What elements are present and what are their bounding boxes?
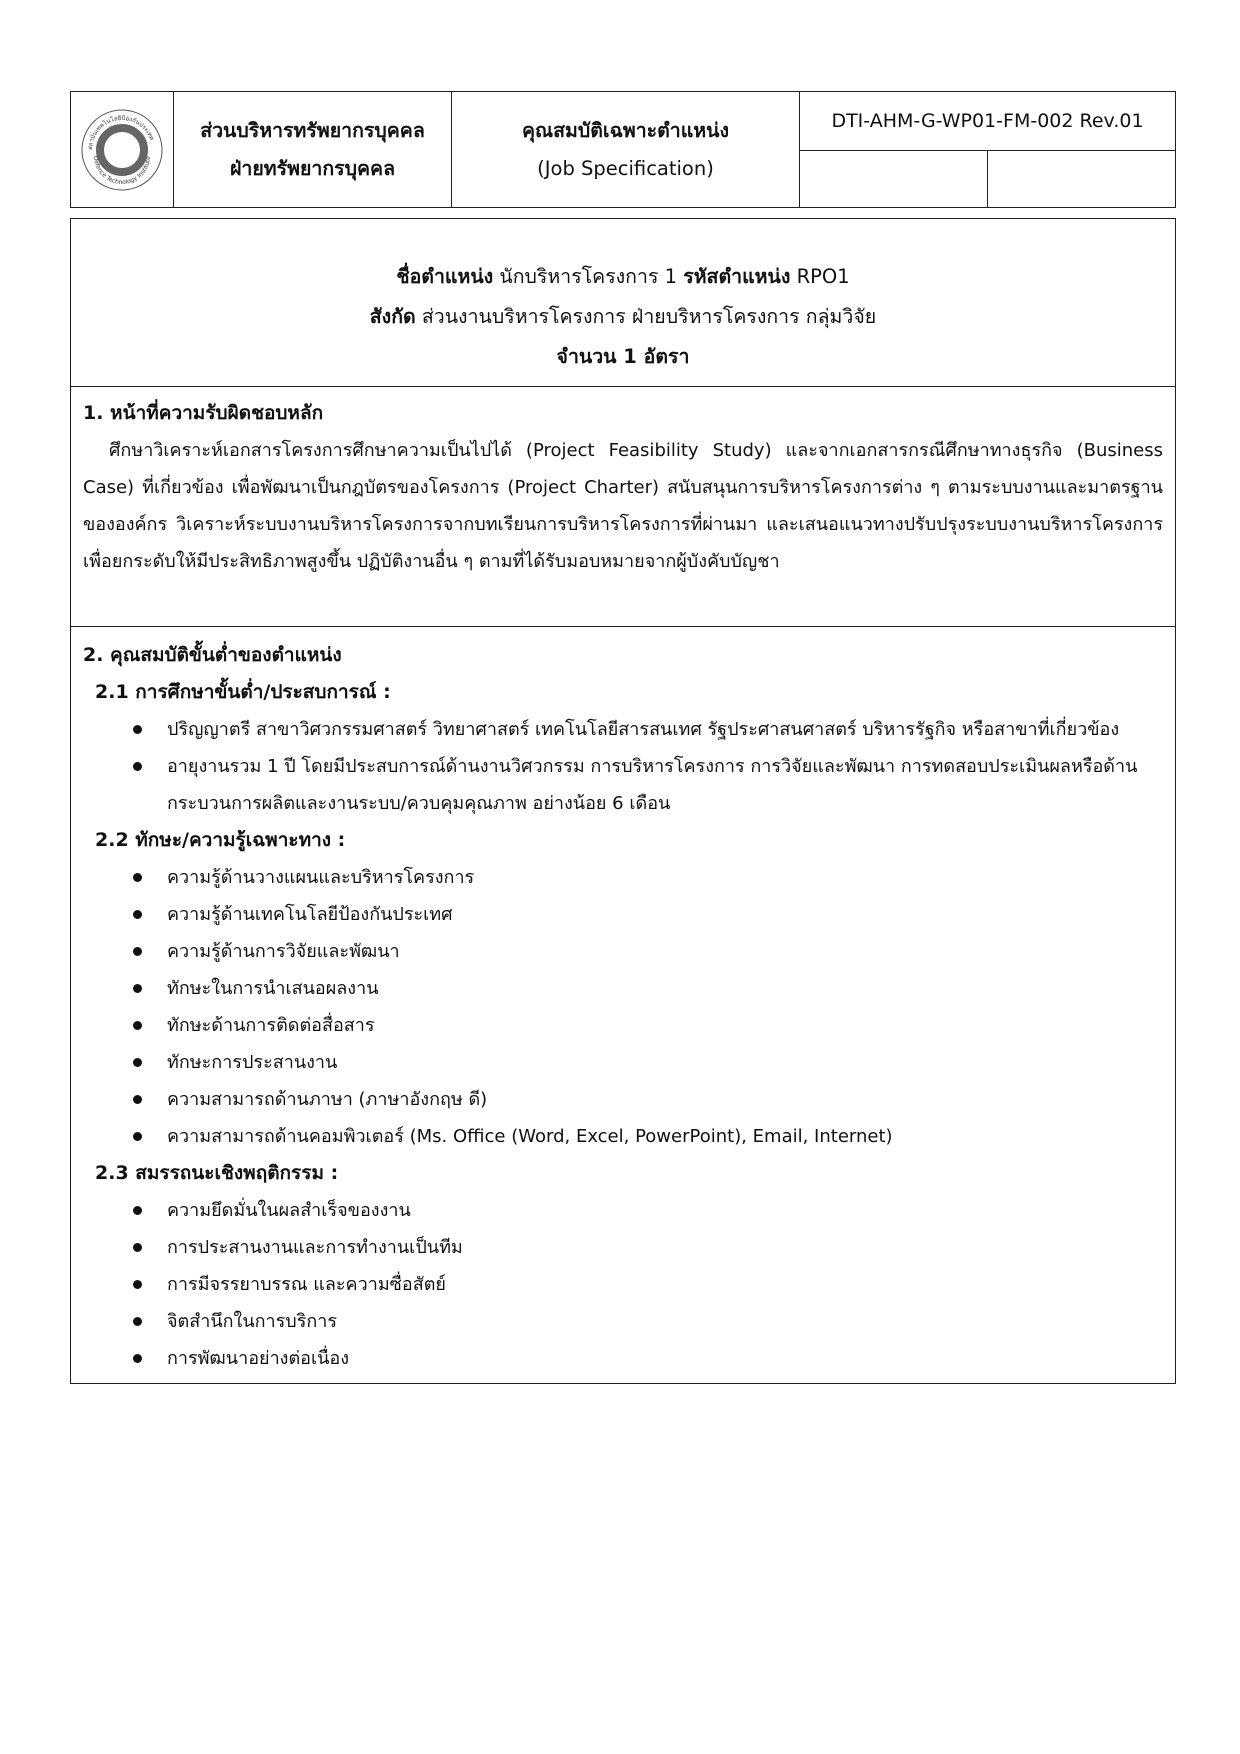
job-spec-box — [70, 218, 1176, 1384]
blank-cell-right — [988, 151, 1175, 207]
blank-cells — [800, 151, 1175, 207]
bullet-icon — [133, 762, 142, 771]
position-info — [71, 219, 1175, 387]
bullet-icon — [133, 725, 142, 734]
document-code: DTI-AHM-G-WP01-FM-002 Rev.01 — [800, 92, 1175, 151]
skills-heading: 2.2 ทักษะ/ความรู้เฉพาะทาง : — [95, 829, 346, 851]
list-item: ความรู้ด้านเทคโนโลยีป้องกันประเทศ — [133, 896, 1163, 933]
position-name-label: ชื่อตำแหน่ง — [396, 265, 494, 288]
list-item: ความสามารถด้านภาษา (ภาษาอังกฤษ ดี) — [133, 1081, 1163, 1118]
bullet-icon — [133, 873, 142, 882]
document-title-cell — [452, 92, 800, 207]
education-heading: 2.1 การศึกษาขั้นต่ำ/ประสบการณ์ : — [95, 681, 391, 703]
competency-list — [83, 1192, 1163, 1377]
list-item: จิตสำนึกในการบริการ — [133, 1303, 1163, 1340]
list-item: การพัฒนาอย่างต่อเนื่อง — [133, 1340, 1163, 1377]
headcount: จำนวน 1 อัตรา — [556, 345, 690, 368]
section-2-heading: 2. คุณสมบัติขั้นต่ำของตำแหน่ง — [83, 644, 342, 666]
responsibilities-text: ศึกษาวิเคราะห์เอกสารโครงการศึกษาความเป็นไปได้ (Project Feasibility Study) และจากเอกสารกรณีศึกษาทางธุรกิจ (Business Case) ที่เกี่ยวข้อง เพื่อพัฒนาเป็นกฎบัตรของโครงการ (Project Charter) สนับสนุนการบริหารโครงการต่าง ๆ ตามระบบงานและมาตรฐานขององค์กร วิเคราะห์ระบบงานบริหารโครงการจากบทเรียนการบริหารโครงการที่ผ่านมา และเสนอแนวทางปรับปรุงระบบงานบริหารโครงการ เพื่อยกระดับให้มีประสิทธิภาพสูงขึ้น ปฏิบัติงานอื่น ๆ ตามที่ได้รับมอบหมายจากผู้บังคับบัญชา — [83, 440, 1163, 572]
position-name: นักบริหารโครงการ 1 — [499, 265, 678, 288]
document-title-thai: คุณสมบัติเฉพาะตำแหน่ง — [521, 118, 730, 142]
section-1-heading: 1. หน้าที่ความรับผิดชอบหลัก — [83, 402, 324, 424]
affiliation-line — [71, 297, 1175, 337]
document-header — [70, 91, 1176, 208]
bullet-icon — [133, 1206, 142, 1215]
competency-heading: 2.3 สมรรถนะเชิงพฤติกรรม : — [95, 1162, 339, 1184]
bullet-icon — [133, 1021, 142, 1030]
position-name-line — [71, 257, 1175, 297]
education-list — [83, 711, 1163, 822]
logo-cell — [71, 92, 174, 207]
skills-list — [83, 859, 1163, 1155]
department-name: ส่วนบริหารทรัพยากรบุคคล — [200, 118, 425, 142]
bullet-icon — [133, 1280, 142, 1289]
list-item: ความรู้ด้านวางแผนและบริหารโครงการ — [133, 859, 1163, 896]
document-title-english: (Job Specification) — [537, 156, 714, 180]
position-code-label: รหัสตำแหน่ง — [683, 265, 791, 288]
list-item: ความรู้ด้านการวิจัยและพัฒนา — [133, 933, 1163, 970]
bullet-icon — [133, 947, 142, 956]
bullet-icon — [133, 1243, 142, 1252]
bullet-icon — [133, 1317, 142, 1326]
svg-text:Defence Technology Institute: Defence Technology Institute — [91, 155, 153, 186]
bullet-icon — [133, 1132, 142, 1141]
document-code-cell — [800, 92, 1175, 207]
bullet-icon — [133, 910, 142, 919]
section-qualifications — [71, 627, 1175, 1377]
position-code: RPO1 — [796, 265, 850, 288]
bullet-icon — [133, 984, 142, 993]
list-item: ทักษะในการนำเสนอผลงาน — [133, 970, 1163, 1007]
bullet-icon — [133, 1058, 142, 1067]
headcount-line — [71, 337, 1175, 377]
list-item: ความสามารถด้านคอมพิวเตอร์ (Ms. Office (Word, Excel, PowerPoint), Email, Internet) — [133, 1118, 1163, 1155]
section-responsibilities — [71, 387, 1175, 627]
institute-logo — [80, 108, 164, 192]
affiliation: ส่วนงานบริหารโครงการ ฝ่ายบริหารโครงการ กลุ่มวิจัย — [421, 305, 877, 328]
list-item: การมีจรรยาบรรณ และความซื่อสัตย์ — [133, 1266, 1163, 1303]
division-name: ฝ่ายทรัพยากรบุคคล — [229, 156, 396, 180]
list-item: อายุงานรวม 1 ปี โดยมีประสบการณ์ด้านงานวิศวกรรม การบริหารโครงการ การวิจัยและพัฒนา การทดสอบประเมินผลหรือด้านกระบวนการผลิตและงานระบบ/ควบคุมคุณภาพ อย่างน้อย 6 เดือน — [133, 748, 1163, 822]
list-item: ปริญญาตรี สาขาวิศวกรรมศาสตร์ วิทยาศาสตร์ เทคโนโลยีสารสนเทศ รัฐประศาสนศาสตร์ บริหารรัฐกิจ หรือสาขาที่เกี่ยวข้อง — [133, 711, 1163, 748]
svg-text:สถาบันเทคโนโลยีป้องกันประเทศ: สถาบันเทคโนโลยีป้องกันประเทศ — [86, 114, 156, 150]
affiliation-label: สังกัด — [369, 305, 416, 328]
list-item: ทักษะการประสานงาน — [133, 1044, 1163, 1081]
department-cell — [174, 92, 452, 207]
list-item: ทักษะด้านการติดต่อสื่อสาร — [133, 1007, 1163, 1044]
blank-cell-left — [800, 151, 988, 207]
list-item: การประสานงานและการทำงานเป็นทีม — [133, 1229, 1163, 1266]
bullet-icon — [133, 1354, 142, 1363]
list-item: ความยึดมั่นในผลสำเร็จของงาน — [133, 1192, 1163, 1229]
bullet-icon — [133, 1095, 142, 1104]
